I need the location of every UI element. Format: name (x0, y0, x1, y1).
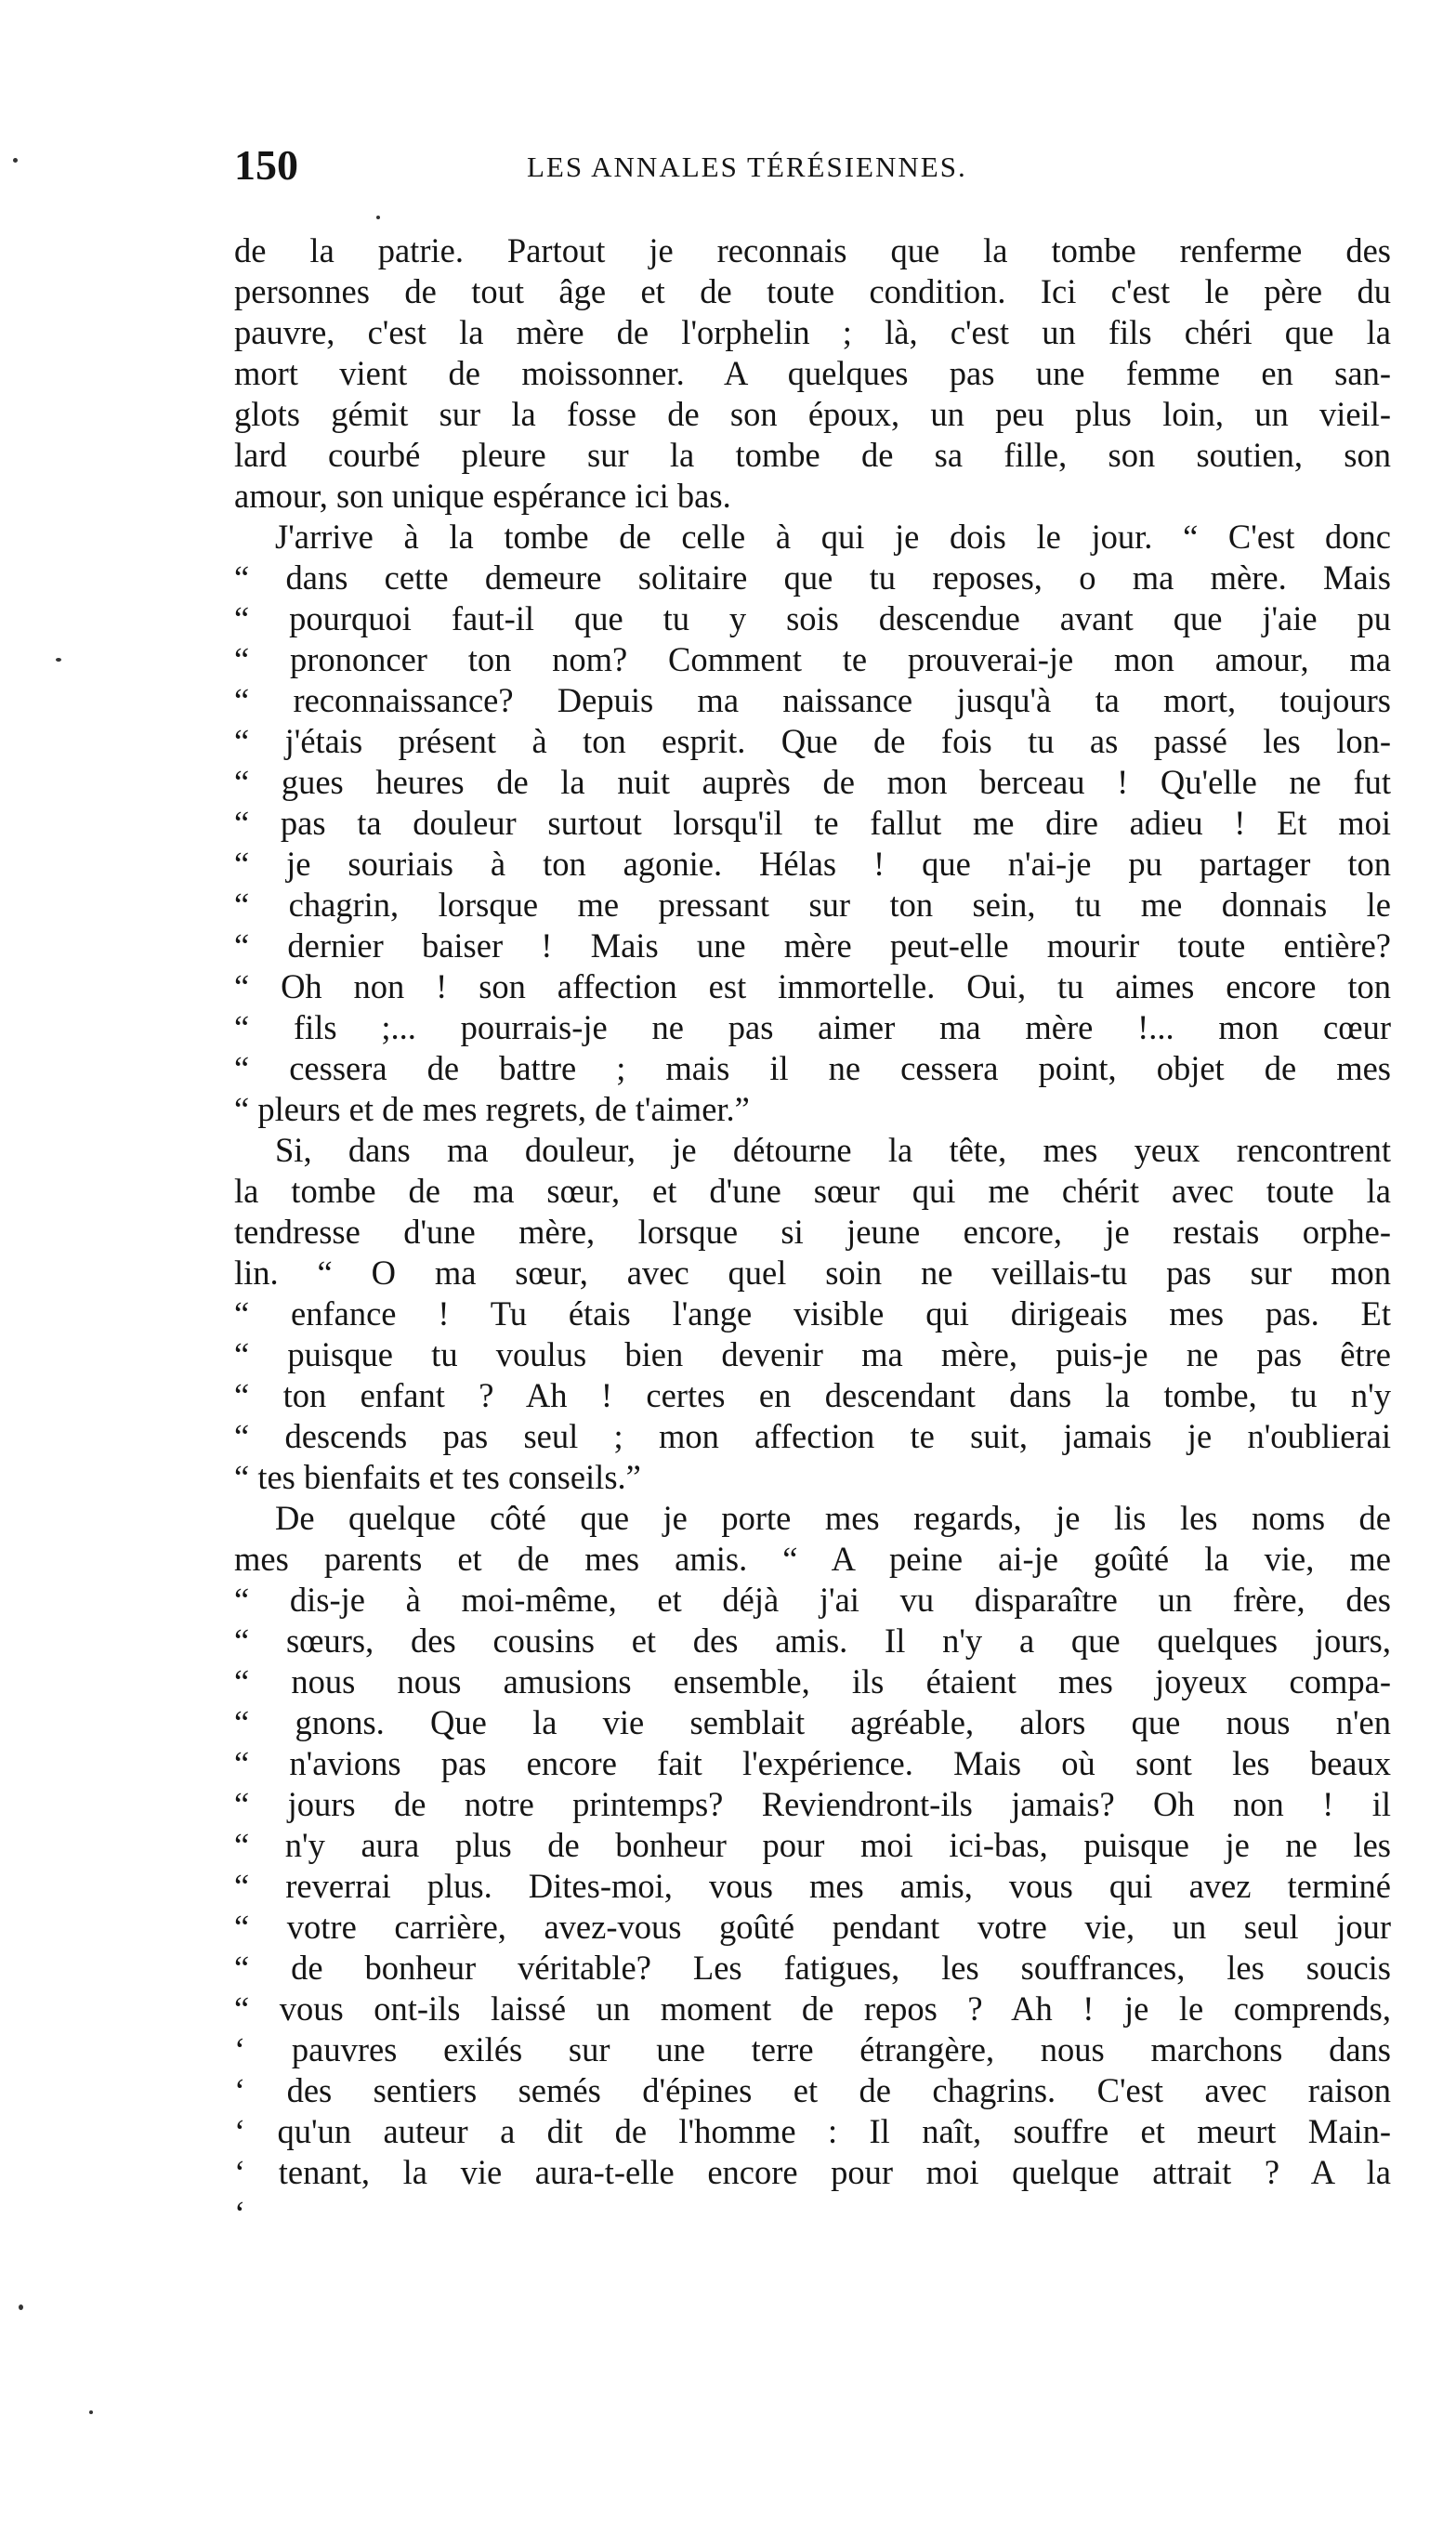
scan-speck (376, 216, 380, 219)
text-line: ‘ qu'un auteur a dit de l'homme : Il naît, souffre et meurt Main- (234, 2112, 1391, 2150)
text-line: “ reconnaissance? Depuis ma naissance jusqu'à ta mort, toujours (234, 681, 1391, 719)
text-line: ‘ tenant, la vie aura-t-elle encore pour moi quelque attrait ? A la (234, 2153, 1391, 2191)
text-line: glots gémit sur la fosse de son époux, un peu plus loin, un vieil- (234, 395, 1391, 433)
text-line: “ chagrin, lorsque me pressant sur ton sein, tu me donnais le (234, 886, 1391, 924)
text-line: “ nous nous amusions ensemble, ils étaient mes joyeux compa- (234, 1662, 1391, 1700)
text-line: de la patrie. Partout je reconnais que la tombe renferme des (234, 231, 1391, 269)
text-line: “ descends pas seul ; mon affection te suit, jamais je n'oublierai (234, 1417, 1391, 1455)
scan-speck (13, 158, 18, 163)
text-line: “ jours de notre printemps? Reviendront-ils jamais? Oh non ! il (234, 1785, 1391, 1823)
text-line: ‘ pauvres exilés sur une terre étrangère, nous marchons dans (234, 2030, 1391, 2068)
text-line: “ gues heures de la nuit auprès de mon berceau ! Qu'elle ne fut (234, 763, 1391, 801)
text-line: personnes de tout âge et de toute condition. Ici c'est le père du (234, 272, 1391, 310)
text-line: “ dernier baiser ! Mais une mère peut-elle mourir toute entière? (234, 926, 1391, 965)
text-line: amour, son unique espérance ici bas. (234, 477, 731, 515)
text-line: “ dans cette demeure solitaire que tu reposes, o ma mère. Mais (234, 558, 1391, 597)
text-line: “ fils ;... pourrais-je ne pas aimer ma mère !... mon cœur (234, 1008, 1391, 1046)
text-line: “ pas ta douleur surtout lorsqu'il te fallut me dire adieu ! Et moi (234, 804, 1391, 842)
text-line: “ reverrai plus. Dites-moi, vous mes amis, vous qui avez terminé (234, 1867, 1391, 1905)
page-header (234, 138, 1396, 193)
page-number: 150 (234, 141, 298, 189)
text-line: “ Oh non ! son affection est immortelle. Oui, tu aimes encore ton (234, 967, 1391, 1005)
text-line: De quelque côté que je porte mes regards, je lis les noms de (275, 1499, 1391, 1537)
text-line: “ cessera de battre ; mais il ne cessera point, objet de mes (234, 1049, 1391, 1087)
text-line: “ ton enfant ? Ah ! certes en descendant dans la tombe, tu n'y (234, 1376, 1391, 1414)
text-line: “ gnons. Que la vie semblait agréable, alors que nous n'en (234, 1703, 1391, 1741)
scan-speck (19, 2304, 23, 2310)
text-line: pauvre, c'est la mère de l'orphelin ; là, c'est un fils chéri que la (234, 313, 1391, 351)
running-head: LES ANNALES TÉRÉSIENNES. (527, 151, 967, 183)
text-line: “ dis-je à moi-même, et déjà j'ai vu disparaître un frère, des (234, 1581, 1391, 1619)
text-line: “ je souriais à ton agonie. Hélas ! que n'ai-je pu partager ton (234, 845, 1391, 883)
text-line: lin. “ O ma sœur, avec quel soin ne veillais-tu pas sur mon (234, 1254, 1391, 1292)
text-line: “ pourquoi faut-il que tu y sois descendue avant que j'aie pu (234, 599, 1391, 637)
body-text (234, 230, 1391, 2234)
text-line: ‘ des sentiers semés d'épines et de chagrins. C'est avec raison (234, 2071, 1391, 2109)
text-line: Si, dans ma douleur, je détourne la tête, mes yeux rencontrent (275, 1131, 1391, 1169)
text-line: “ n'avions pas encore fait l'expérience. Mais où sont les beaux (234, 1744, 1391, 1782)
text-line: mes parents et de mes amis. “ A peine ai-je goûté la vie, me (234, 1540, 1391, 1578)
text-line: lard courbé pleure sur la tombe de sa fille, son soutien, son (234, 436, 1391, 474)
text-line: “ sœurs, des cousins et des amis. Il n'y a que quelques jours, (234, 1622, 1391, 1660)
scan-speck (56, 658, 61, 662)
text-line: la tombe de ma sœur, et d'une sœur qui me chérit avec toute la (234, 1172, 1391, 1210)
text-line: ‘ (234, 2194, 246, 2232)
text-line: tendresse d'une mère, lorsque si jeune encore, je restais orphe- (234, 1213, 1391, 1251)
text-line: “ de bonheur véritable? Les fatigues, les souffrances, les soucis (234, 1949, 1391, 1987)
text-line: “ tes bienfaits et tes conseils.” (234, 1458, 641, 1496)
text-line: “ prononcer ton nom? Comment te prouverai-je mon amour, ma (234, 640, 1391, 678)
text-line: “ pleurs et de mes regrets, de t'aimer.” (234, 1090, 750, 1128)
text-line: mort vient de moissonner. A quelques pas une femme en san- (234, 354, 1391, 392)
text-line: “ vous ont-ils laissé un moment de repos ? Ah ! je le comprends, (234, 1989, 1391, 2028)
text-line: J'arrive à la tombe de celle à qui je dois le jour. “ C'est donc (275, 518, 1391, 556)
text-line: “ enfance ! Tu étais l'ange visible qui dirigeais mes pas. Et (234, 1294, 1391, 1333)
text-line: “ votre carrière, avez-vous goûté pendant votre vie, un seul jour (234, 1908, 1391, 1946)
scan-speck (89, 2410, 93, 2414)
text-line: “ n'y aura plus de bonheur pour moi ici-bas, puisque je ne les (234, 1826, 1391, 1864)
text-line: “ j'étais présent à ton esprit. Que de fois tu as passé les lon- (234, 722, 1391, 760)
text-line: “ puisque tu voulus bien devenir ma mère, puis-je ne pas être (234, 1335, 1391, 1373)
